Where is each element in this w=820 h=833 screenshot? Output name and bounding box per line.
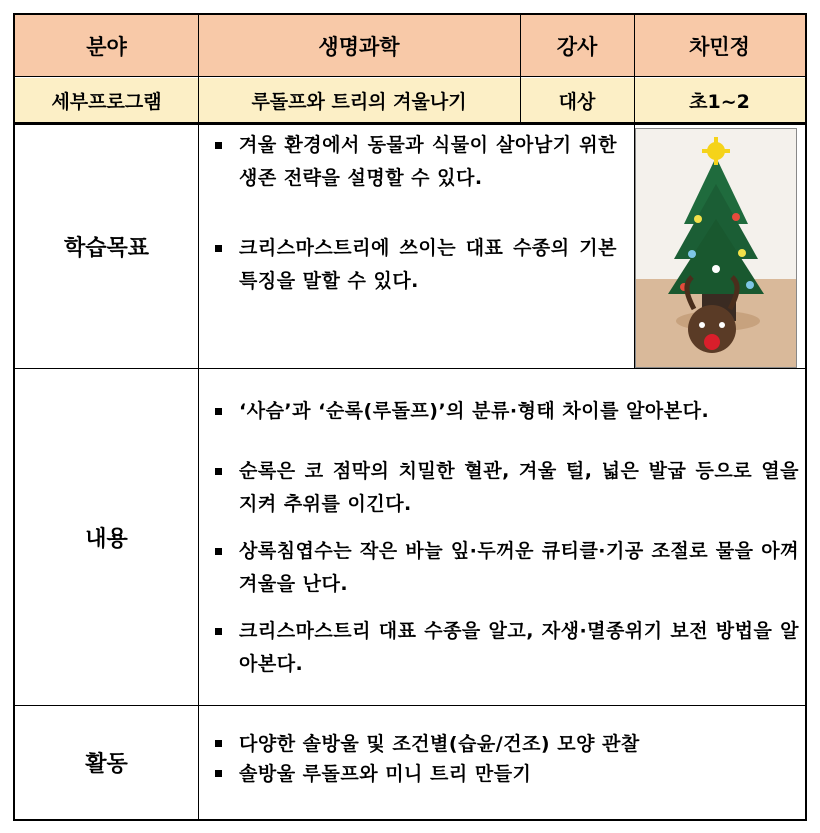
bullet-icon <box>215 468 222 475</box>
goals-list <box>207 129 617 298</box>
bullet-icon <box>215 740 222 747</box>
christmas-tree-craft-photo <box>635 128 797 368</box>
instructor-label: 강사 <box>520 15 634 76</box>
bullet-icon <box>215 408 222 415</box>
activity-text: 다양한 솔방울 및 조건별(습윤/건조) 모양 관찰 <box>239 733 640 755</box>
instructor-value: 차민정 <box>634 15 805 76</box>
list-item <box>207 759 799 789</box>
program-value: 루돌프와 트리의 겨울나기 <box>198 78 520 122</box>
content-text: 상록침엽수는 작은 바늘 잎·두꺼운 큐티클·기공 조절로 물을 아껴 겨울을 난다. <box>239 540 799 595</box>
bullet-icon <box>215 628 222 635</box>
content-text: 크리스마스트리 대표 수종을 알고, 자생·멸종위기 보전 방법을 알아본다. <box>239 620 799 675</box>
activity-list <box>207 729 799 789</box>
content-label: 내용 <box>85 526 128 552</box>
activity-label: 활동 <box>85 752 128 777</box>
list-item <box>207 455 799 521</box>
content-text: ‘사슴’과 ‘순록(루돌프)’의 분류·형태 차이를 알아본다. <box>239 400 710 422</box>
divider <box>15 76 805 77</box>
field-value: 생명과학 <box>198 15 520 76</box>
list-item <box>207 615 799 681</box>
program-label: 세부프로그램 <box>15 78 198 122</box>
goal-text: 겨울 환경에서 동물과 식물이 살아남기 위한 생존 전략을 설명할 수 있다. <box>239 134 617 189</box>
bullet-icon <box>215 245 222 252</box>
activity-text: 솔방울 루돌프와 미니 트리 만들기 <box>239 763 532 785</box>
bullet-icon <box>215 548 222 555</box>
bullet-icon <box>215 142 222 149</box>
target-value: 초1~2 <box>634 78 805 122</box>
list-item <box>207 729 799 759</box>
bullet-icon <box>215 770 222 777</box>
divider <box>520 15 521 122</box>
target-label: 대상 <box>520 78 634 122</box>
list-item <box>207 535 799 601</box>
field-label: 분야 <box>15 15 198 76</box>
list-item <box>207 129 617 195</box>
list-item <box>207 395 799 428</box>
goals-label: 학습목표 <box>63 236 149 261</box>
content-text: 순록은 코 점막의 치밀한 혈관, 겨울 털, 넓은 발굽 등으로 열을 지켜 추위를 이긴다. <box>239 460 799 515</box>
goal-text: 크리스마스트리에 쓰이는 대표 수종의 기본 특징을 말할 수 있다. <box>239 237 617 292</box>
list-item <box>207 232 617 298</box>
divider <box>198 15 199 821</box>
program-table <box>13 13 807 821</box>
tree-image <box>636 129 796 367</box>
content-list <box>207 395 799 681</box>
